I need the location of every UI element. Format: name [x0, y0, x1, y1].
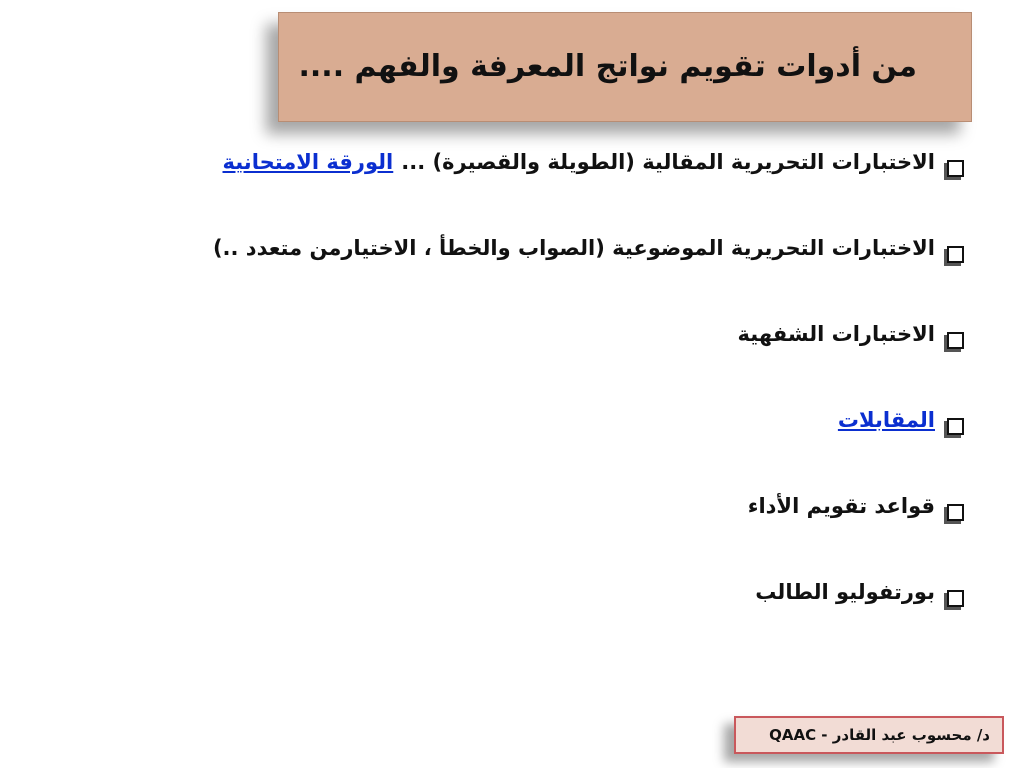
square-bullet-icon: [947, 590, 964, 607]
footer-credit: د/ محسوب عبد القادر - QAAC: [769, 726, 990, 744]
title-box: [278, 12, 972, 122]
bullet-list: [104, 150, 964, 666]
page-title: من أدوات تقويم نواتج المعرفة والفهم ....: [298, 49, 917, 84]
link-exam-paper[interactable]: الورقة الامتحانية: [222, 150, 394, 174]
bullet-text: الاختبارات الشفهية: [737, 322, 935, 346]
bullet-text: الاختبارات التحريرية المقالية (الطويلة والقصيرة) ...: [401, 150, 935, 174]
list-item: [104, 494, 964, 580]
list-item: [104, 580, 964, 666]
square-bullet-icon: [947, 418, 964, 435]
bullet-text: بورتفوليو الطالب: [755, 580, 935, 604]
square-bullet-icon: [947, 332, 964, 349]
square-bullet-icon: [947, 504, 964, 521]
list-item: [104, 236, 964, 322]
footer-box: [734, 716, 1004, 754]
list-item: [104, 408, 964, 494]
square-bullet-icon: [947, 246, 964, 263]
link-interviews[interactable]: المقابلات: [837, 408, 935, 432]
square-bullet-icon: [947, 160, 964, 177]
list-item: [104, 150, 964, 236]
list-item: [104, 322, 964, 408]
bullet-text: الاختبارات التحريرية الموضوعية (الصواب والخطأ ، الاختيارمن متعدد ..): [212, 236, 935, 260]
bullet-text: قواعد تقويم الأداء: [747, 494, 935, 518]
